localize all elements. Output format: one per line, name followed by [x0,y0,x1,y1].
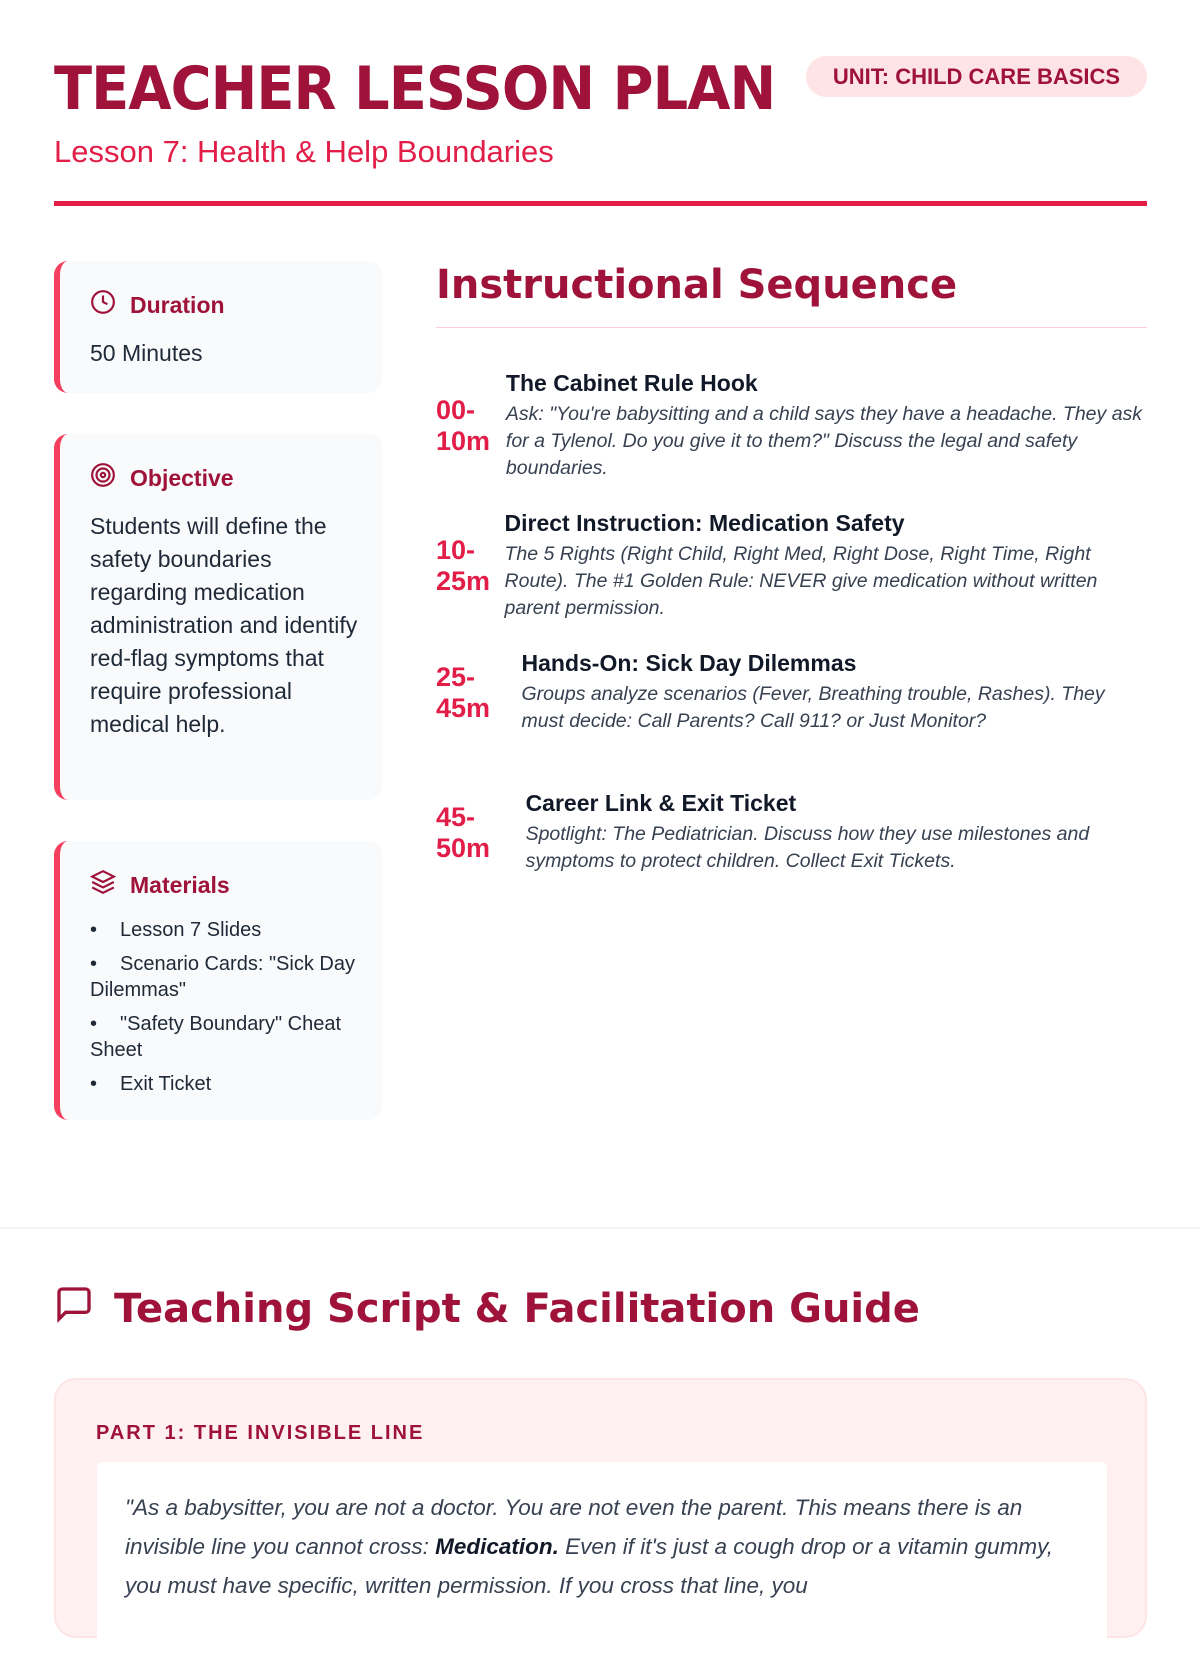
material-item: • "Safety Boundary" Cheat Sheet [90,1011,382,1063]
time-label: 25-45m [436,661,491,723]
script-part-card [54,1378,1147,1638]
quote-text: "As a babysitter, you are not a doctor. You are not even the parent. This means there is an invisible line you cannot cross: [125,1495,1023,1559]
item-text: Ask: "You're babysitting and a child says they have a headache. They ask for a Tylenol. Do you give it to them?" Discuss the legal and safety boundaries. [505,403,1143,479]
lesson-subtitle: Lesson 7: Health & Help Boundaries [54,134,554,169]
quote-emphasis: Medication. [435,1534,559,1559]
time-label: 00-10m [436,395,491,456]
item-text: Groups analyze scenarios (Fever, Breathing trouble, Rashes). They must decide: Call Parents? Call 911? or Just Monitor? [521,683,1105,732]
time-label: 10-25m [436,535,491,596]
item-title: Direct Instruction: Medication Safety [504,510,905,536]
material-item: • Scenario Cards: "Sick Day Dilemmas" [90,951,382,1003]
message-square-icon [54,1284,94,1334]
materials-label: Materials [130,871,230,898]
unit-badge: UNIT: CHILD CARE BASICS [806,56,1147,97]
target-icon [90,462,116,494]
materials-card [54,841,382,1120]
clock-icon [90,289,116,321]
header-divider [54,201,1147,206]
objective-card [54,434,382,800]
material-item: • Exit Ticket [90,1071,382,1097]
sequence-divider [436,327,1147,328]
sequence-item [436,370,1147,482]
sequence-item [436,510,1147,622]
item-title: Career Link & Exit Ticket [525,790,797,816]
item-title: Hands-On: Sick Day Dilemmas [521,650,857,676]
duration-value: 50 Minutes [90,340,203,366]
objective-text: Students will define the safety boundaries regarding medication administration and identify red-flag symptoms that require professional medical help. [90,513,358,737]
script-heading-text: Teaching Script & Facilitation Guide [114,1286,920,1332]
script-heading [54,1284,920,1334]
item-text: The 5 Rights (Right Child, Right Med, Right Dose, Right Time, Right Route). The #1 Golden Rule: NEVER give medication without written parent permission. [504,543,1098,619]
section-divider [0,1227,1200,1229]
page-title: TEACHER LESSON PLAN [54,54,776,124]
item-text: Spotlight: The Pediatrician. Discuss how they use milestones and symptoms to protect children. Collect Exit Tickets. [525,823,1090,872]
part-label: PART 1: THE INVISIBLE LINE [96,1422,425,1444]
objective-label: Objective [130,464,234,491]
sequence-heading: Instructional Sequence [436,262,958,308]
item-title: The Cabinet Rule Hook [505,370,758,396]
sequence-item [436,790,1147,875]
time-label: 45-50m [436,801,491,863]
material-item: • Lesson 7 Slides [90,917,382,943]
layers-icon [90,869,116,901]
script-quote [97,1462,1107,1662]
duration-card [54,261,382,393]
sequence-item [436,650,1147,735]
duration-label: Duration [130,291,225,318]
quote-text: Even if it's just a cough drop or a vitamin gummy, you must have specific, written permission. If you cross that line, you [125,1534,1054,1598]
